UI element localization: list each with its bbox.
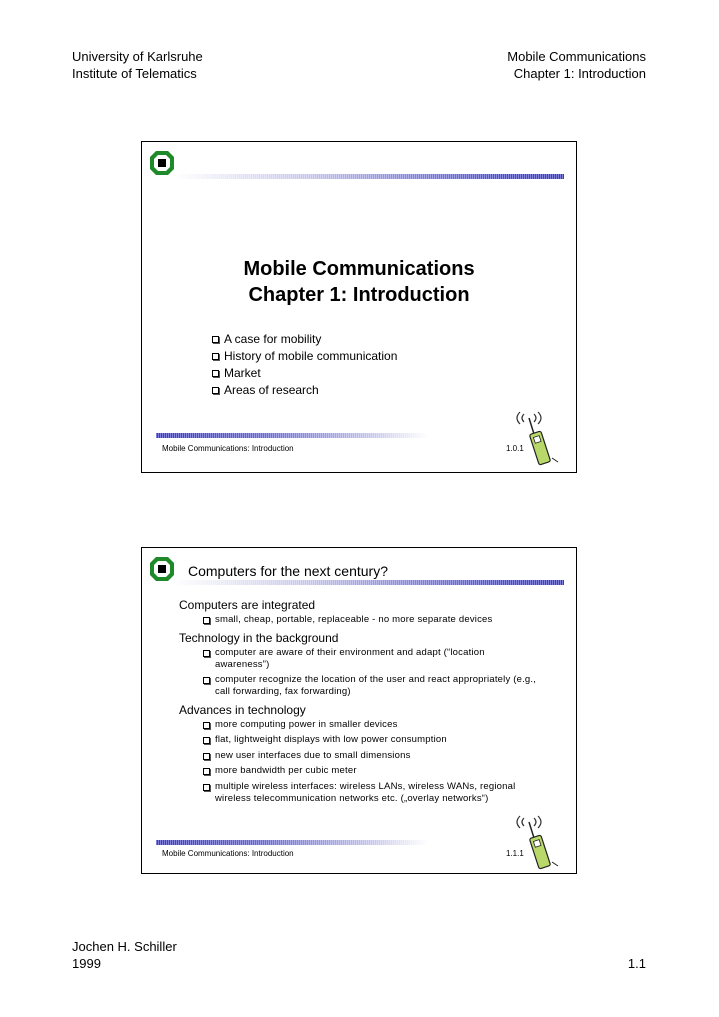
slide-footer-text: Mobile Communications: Introduction [162, 444, 294, 453]
list-item: A case for mobility [212, 331, 397, 348]
slide-top-bar [174, 174, 564, 179]
university-name: University of Karlsruhe [72, 49, 203, 64]
slide-number: 1.1.1 [506, 849, 524, 858]
bullet-list [212, 331, 397, 399]
slide-title [142, 256, 576, 308]
slide-footer-text: Mobile Communications: Introduction [162, 849, 294, 858]
sub-bullet-list [179, 614, 539, 626]
list-item: computer recognize the location of the user and react appropriately (e.g., call forwarding, fax forwarding) [203, 674, 539, 698]
list-item: History of mobile communication [212, 348, 397, 365]
slide-title-line2: Chapter 1: Introduction [248, 284, 470, 306]
university-logo-icon [150, 151, 174, 175]
list-item: computer are aware of their environment and adapt (“location awareness”) [203, 647, 539, 671]
section-heading: Technology in the background [179, 630, 339, 645]
mobile-phone-icon [512, 814, 564, 874]
page-header-right [507, 48, 646, 82]
slide-number: 1.0.1 [506, 444, 524, 453]
sub-bullet-list [179, 719, 539, 805]
slide-top-bar [174, 580, 564, 585]
slide-2 [141, 547, 577, 874]
list-item: more computing power in smaller devices [203, 719, 539, 731]
page-footer-left [72, 938, 177, 972]
list-item: more bandwidth per cubic meter [203, 765, 539, 777]
institute-name: Institute of Telematics [72, 66, 197, 81]
author-name: Jochen H. Schiller [72, 939, 177, 954]
list-item: new user interfaces due to small dimensions [203, 750, 539, 762]
list-item: Areas of research [212, 382, 397, 399]
slide-bottom-bar [156, 433, 428, 438]
section-heading: Computers are integrated [179, 598, 316, 612]
slide-body [179, 597, 539, 808]
page-number: 1.1 [627, 956, 646, 971]
list-item: Market [212, 365, 397, 382]
chapter-title: Chapter 1: Introduction [513, 66, 646, 81]
university-logo-icon [150, 557, 174, 581]
slide-1 [141, 141, 577, 473]
year: 1999 [72, 956, 101, 971]
mobile-phone-icon [512, 410, 564, 470]
list-item: multiple wireless interfaces: wireless LANs, wireless WANs, regional wireless telecommunication networks etc. („overlay networks“) [203, 781, 539, 805]
page-header-left [72, 48, 203, 82]
list-item: small, cheap, portable, replaceable - no more separate devices [203, 614, 539, 626]
course-title: Mobile Communications [507, 49, 646, 64]
section-heading: Advances in technology [179, 702, 306, 717]
list-item: flat, lightweight displays with low power consumption [203, 734, 539, 746]
slide-title: Computers for the next century? [188, 563, 388, 579]
slide-bottom-bar [156, 840, 428, 845]
sub-bullet-list [179, 647, 539, 699]
slide-title-line1: Mobile Communications [243, 258, 475, 280]
